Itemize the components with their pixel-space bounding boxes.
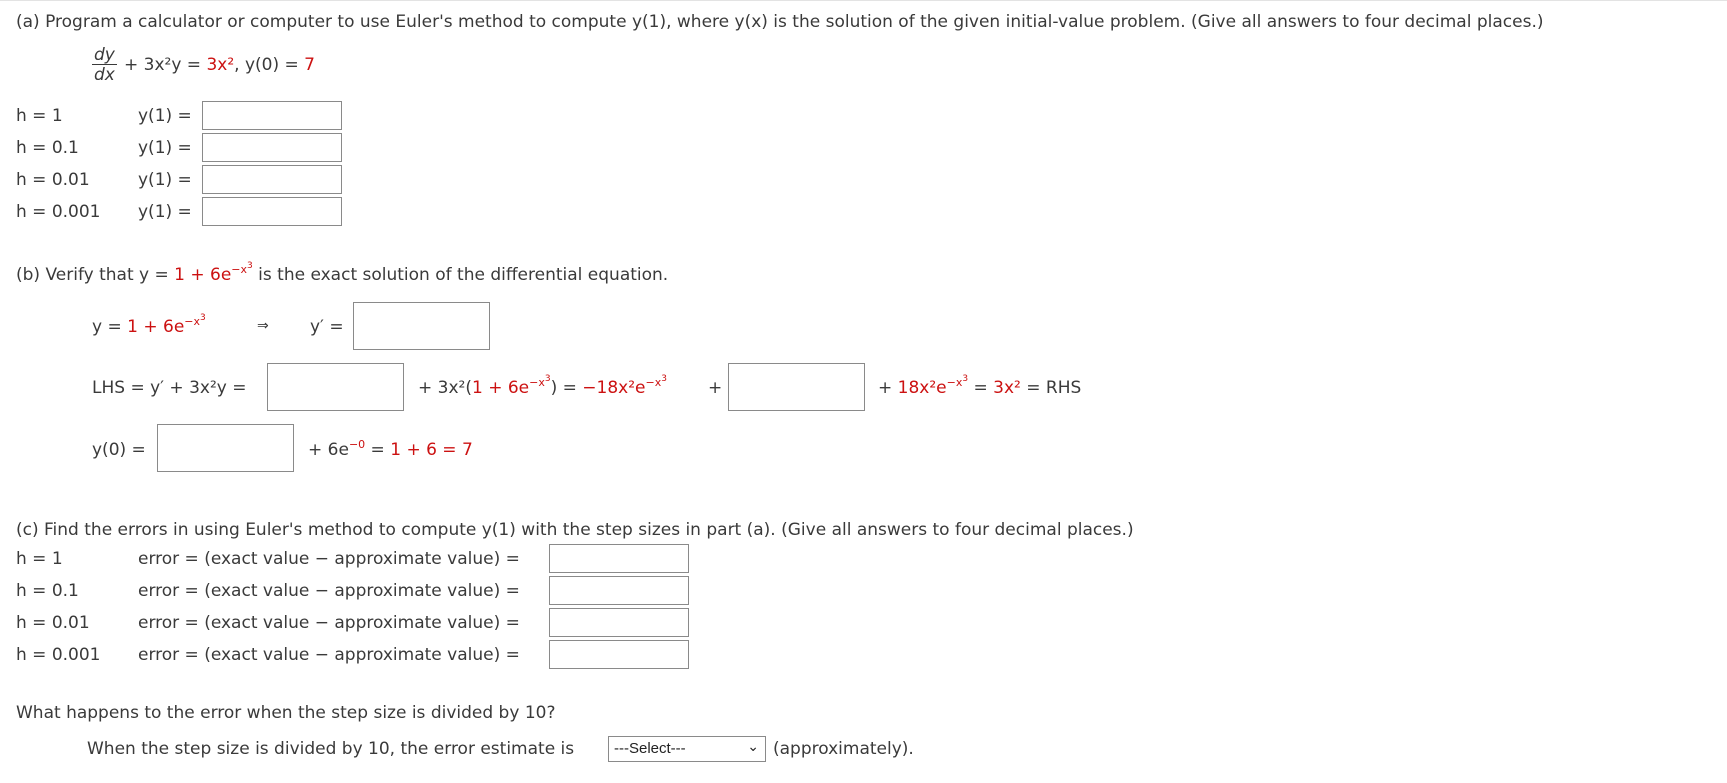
- step-size-label: h = 1: [16, 106, 63, 126]
- y1-label: y(1) =: [138, 202, 192, 222]
- error-input-h0.1[interactable]: [549, 576, 689, 605]
- error-input-h1[interactable]: [549, 544, 689, 573]
- implies-arrow: ⇒: [257, 318, 269, 334]
- lhs-label: LHS = y′ + 3x²y =: [92, 378, 247, 398]
- y0-expression: + $6e^{-0} = 1 + 6 = 7$: [308, 438, 473, 460]
- error-estimate-select[interactable]: [608, 736, 766, 762]
- part-a-prompt: (a) Program a calculator or computer to use Euler's method to compute y(1), where y(x) is the solution of the given initial-value problem. (Give all answers to four decimal places.): [16, 12, 1544, 32]
- error-label: error = (exact value − approximate value) =: [138, 549, 520, 569]
- error-sentence-end: (approximately).: [773, 739, 914, 759]
- error-label: error = (exact value − approximate value) =: [138, 613, 520, 633]
- part-a-equation: + 3x²y = 3x², y(0) = 7: [124, 55, 315, 75]
- rhs-expression: + $18x^2e^{-x^3} = 3x^2$ = RHS: [878, 374, 1082, 398]
- lhs-input[interactable]: [267, 363, 404, 411]
- y1-label: y(1) =: [138, 170, 192, 190]
- error-input-h0.01[interactable]: [549, 608, 689, 637]
- error-question: What happens to the error when the step size is divided by 10?: [16, 703, 556, 723]
- step-size-label: h = 0.1: [16, 138, 79, 158]
- top-divider: [0, 0, 1727, 1]
- error-sentence-start: When the step size is divided by 10, the error estimate is: [87, 739, 575, 759]
- yprime-input[interactable]: [353, 302, 490, 350]
- select-value: ---Select---: [614, 740, 686, 757]
- chevron-down-icon: ⌄: [747, 738, 759, 754]
- plus-sign: +: [708, 378, 723, 398]
- error-label: error = (exact value − approximate value) =: [138, 645, 520, 665]
- y1-label: y(1) =: [138, 138, 192, 158]
- part-b-prompt: (b) Verify that $y = 1 + 6e^{-x^3}$ is the exact solution of the differential equation.: [16, 261, 669, 285]
- error-label: error = (exact value − approximate value) =: [138, 581, 520, 601]
- y1-input-h0.1[interactable]: [202, 133, 342, 162]
- y1-input-h1[interactable]: [202, 101, 342, 130]
- lhs-expression: + $3x^2(1 + 6e^{-x^3}) = -18x^2e^{-x^3}$: [418, 374, 667, 398]
- step-size-label: h = 1: [16, 549, 63, 569]
- y1-label: y(1) =: [138, 106, 192, 126]
- solution-line: $y = 1 + 6e^{-x^3}$: [92, 313, 206, 337]
- y1-input-h0.001[interactable]: [202, 197, 342, 226]
- yprime-label: y′ =: [310, 317, 344, 337]
- y1-input-h0.01[interactable]: [202, 165, 342, 194]
- error-input-h0.001[interactable]: [549, 640, 689, 669]
- middle-input[interactable]: [728, 363, 865, 411]
- step-size-label: h = 0.001: [16, 645, 101, 665]
- derivative-fraction: $\frac{dy}{dx}$: [94, 45, 115, 85]
- step-size-label: h = 0.1: [16, 581, 79, 601]
- step-size-label: h = 0.01: [16, 613, 90, 633]
- step-size-label: h = 0.01: [16, 170, 90, 190]
- part-c-prompt: (c) Find the errors in using Euler's method to compute y(1) with the step sizes in part (a). (Give all answers to four decimal places.): [16, 520, 1134, 540]
- y0-input[interactable]: [157, 424, 294, 472]
- step-size-label: h = 0.001: [16, 202, 101, 222]
- y0-label: y(0) =: [92, 440, 146, 460]
